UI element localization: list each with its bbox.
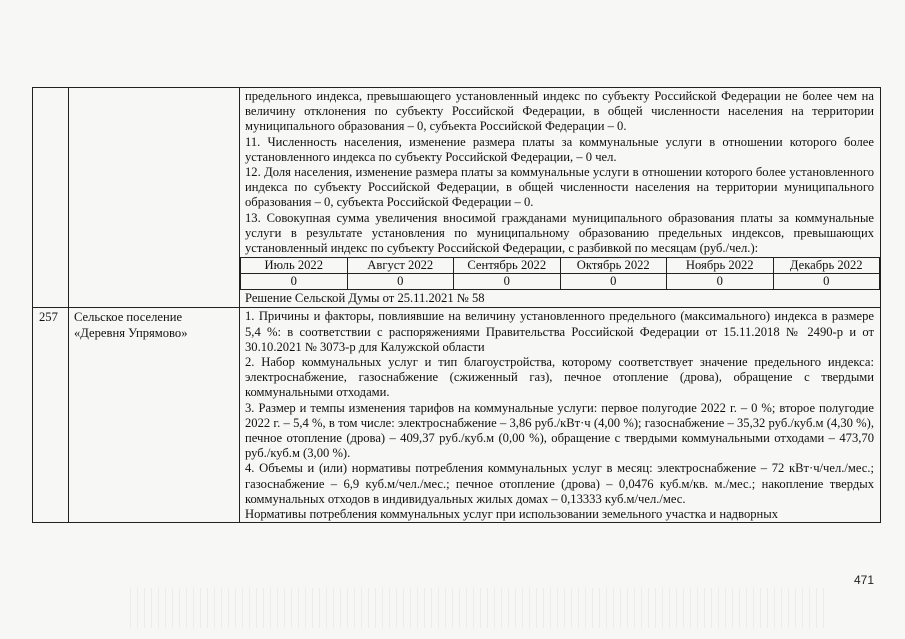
month-header: Сентябрь 2022 xyxy=(454,258,561,274)
monthly-sum-table xyxy=(240,257,880,290)
months-value-row xyxy=(241,274,880,290)
month-value: 0 xyxy=(667,274,774,290)
paragraph: 13. Совокупная сумма увеличения вносимой гражданами муниципального образования платы за коммунальные услуги в результате установления по муниципальному образованию предельных индексов, превышающих установленный индекс по субъекту Российской Федерации, с разбивкой по месяцам (руб./чел.): xyxy=(245,210,874,256)
table-row xyxy=(33,308,881,523)
municipality-cell xyxy=(69,88,240,308)
page-number: 471 xyxy=(854,573,875,587)
paragraph: предельного индекса, превышающего установленный индекс по субъекту Российской Федерации не более чем на величину отклонения по субъекту Российской Федерации, в общей численности населения на территории муниципального образования – 0, субъекта Российской Федерации – 0. xyxy=(245,89,874,134)
municipality-cell: Сельское поселение «Деревня Упрямово» xyxy=(69,308,240,523)
month-header: Октябрь 2022 xyxy=(560,258,667,274)
paragraph: 2. Набор коммунальных услуг и тип благоустройства, которому соответствует значение предельного индекса: электроснабжение, газоснабжение (сжиженный газ), печное отопление (дрова), обращение с твердыми коммунальными отходами. xyxy=(245,355,874,400)
table-row xyxy=(33,88,881,308)
months-header-row xyxy=(241,258,880,274)
scan-noise xyxy=(130,588,830,628)
month-header: Июль 2022 xyxy=(241,258,348,274)
month-value: 0 xyxy=(454,274,561,290)
month-value: 0 xyxy=(773,274,880,290)
row-number-cell xyxy=(33,88,69,308)
paragraph: 3. Размер и темпы изменения тарифов на коммунальные услуги: первое полугодие 2022 г. – 0 %; второе полугодие 2022 г. – 5,4 %, в том числе: электроснабжение – 3,86 руб./кВт·ч (4,00 %); газоснабжение – 35,32 руб./куб.м (4,30 %), печное отопление (дрова) – 409,37 руб./куб.м (0,00 %), обращение с твердыми коммунальными отходами – 473,70 руб./куб.м (3,00 %). xyxy=(245,400,874,461)
paragraph: 1. Причины и факторы, повлиявшие на величину установленного предельного (максимального) индекса в размере 5,4 %: в соответствии с распоряжениями Правительства Российской Федерации от 15.11.2018 № 2490-р и от 30.10.2021 № 3073-р для Калужской области xyxy=(245,309,874,354)
paragraph: 11. Численность населения, изменение размера платы за коммунальные услуги в отношении которого более установленного индекса по субъекту Российской Федерации, – 0 чел. xyxy=(245,134,874,164)
decision-reference: Решение Сельской Думы от 25.11.2021 № 58 xyxy=(245,291,485,306)
details-cell xyxy=(240,88,881,308)
row-number-cell: 257 xyxy=(33,308,69,523)
paragraph: 4. Объемы и (или) нормативы потребления коммунальных услуг в месяц: электроснабжение – 72 кВт·ч/чел./мес.; газоснабжение – 6,9 куб.м/чел./мес.; печное отопление (дрова) – 0,0476 куб.м/кв. м./мес.; накопление твердых коммунальных отходов в индивидуальных жилых домах – 0,13333 куб.м/чел./мес. xyxy=(245,461,874,506)
month-value: 0 xyxy=(560,274,667,290)
details-cell xyxy=(240,308,881,523)
paragraph: Нормативы потребления коммунальных услуг при использовании земельного участка и надворных xyxy=(245,507,779,522)
month-value: 0 xyxy=(347,274,454,290)
month-header: Декабрь 2022 xyxy=(773,258,880,274)
month-header: Ноябрь 2022 xyxy=(667,258,774,274)
month-value: 0 xyxy=(241,274,348,290)
month-header: Август 2022 xyxy=(347,258,454,274)
index-table xyxy=(32,87,881,523)
paragraph: 12. Доля населения, изменение размера платы за коммунальные услуги в отношении которого более установленного индекса по субъекту Российской Федерации, в общей численности населения на территории муниципального образования – 0, субъекта Российской Федерации – 0. xyxy=(245,165,874,210)
